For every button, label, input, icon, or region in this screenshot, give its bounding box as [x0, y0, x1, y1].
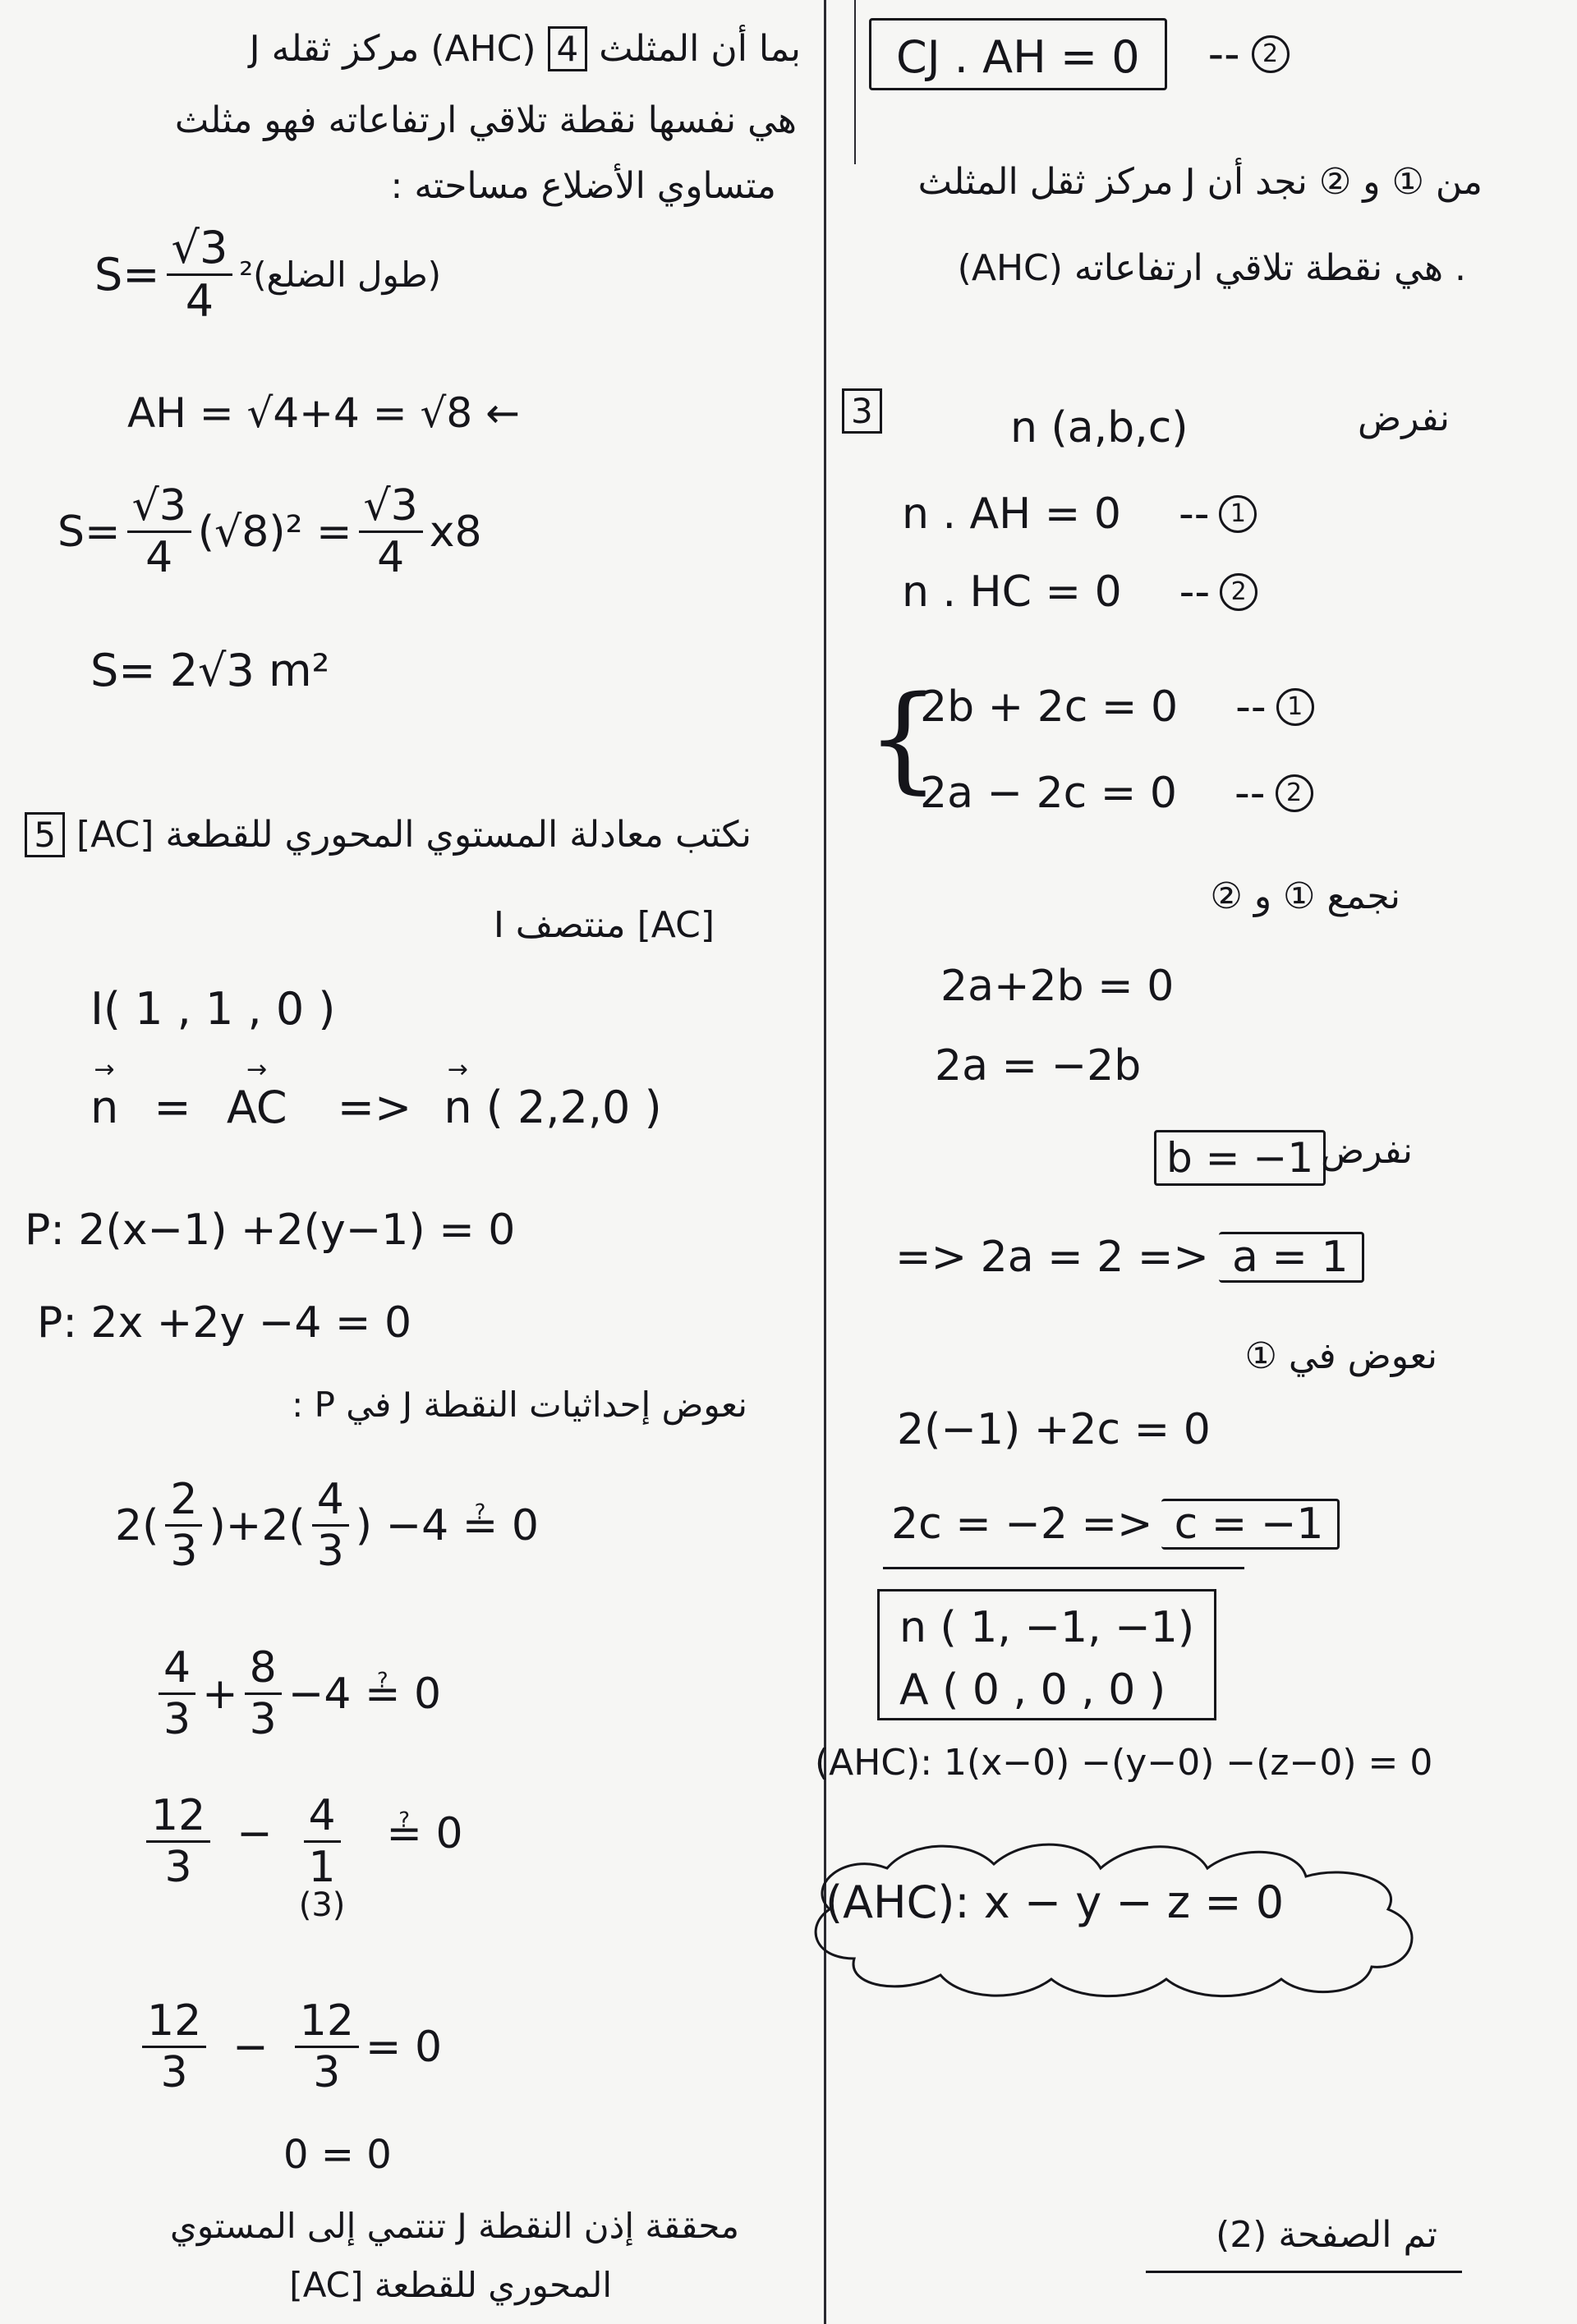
substitution-step-3: $\frac{12}{3}$ − 4 1 (3) ≟ 0 — [140, 1794, 463, 1922]
page-end-note: تم الصفحة (2) — [1216, 2214, 1437, 2256]
c-line-1: 2(−1) +2c = 0 — [897, 1405, 1211, 1454]
sum-line-2: 2a = −2b — [935, 1041, 1142, 1091]
final-plane-equation: (AHC): x − y − z = 0 — [825, 1876, 1285, 1928]
substitution-step-4: $\frac{12}{3}$ − $\frac{12}{3}$ = 0 — [136, 2000, 442, 2094]
q5-line-1: نكتب معادلة المستوي المحوري للقطعة [AC] 5 — [25, 817, 752, 853]
section-rule — [883, 1567, 1244, 1569]
centroid-line-1: من ① و ② نجد أن J مركز ثقل المثلث — [917, 161, 1483, 203]
add-equations: نجمع ① و ② — [1210, 875, 1400, 917]
substitution-step-2: $\frac{4}{3}$ + $\frac{8}{3}$ −4 ≟ 0 — [152, 1647, 441, 1741]
system-equation-1: 2b + 2c = 0 -- 1 — [920, 686, 1314, 728]
result-point-a: A ( 0 , 0 , 0 ) — [899, 1665, 1166, 1715]
q5-number: 5 — [25, 812, 65, 857]
system-equation-2: 2a − 2c = 0 -- 2 — [920, 772, 1313, 815]
q4-line-3: متساوي الأضلاع مساحته : — [390, 165, 776, 207]
area-result: S= 2√3 m² — [90, 645, 330, 696]
substitution-step-5: 0 = 0 — [283, 2132, 392, 2178]
conclusion-line-2: المحوري للقطعة [AC] — [289, 2265, 612, 2305]
q4-line-1: J مركز ثقله (AHC) بما أن المثلث 4 — [249, 28, 801, 70]
plane-equation-expanded: (AHC): 1(x−0) −(y−0) −(z−0) = 0 — [815, 1742, 1433, 1784]
q4-line-2: هي نفسها نقطة تلاقي ارتفاعاته فهو مثلث — [174, 99, 797, 141]
substitute-in-1: نعوض في ① — [1244, 1335, 1437, 1377]
q5-line-2: I منتصف [AC] — [493, 904, 715, 946]
midpoint-i: I( 1 , 1 , 0 ) — [90, 983, 336, 1035]
normal-vector-line: → n = → AC => → n ( 2,2,0 ) — [90, 1086, 662, 1130]
a-solution: => 2a = 2 => a = 1 — [895, 1232, 1364, 1283]
plane-p-line-2: P: 2x +2y −4 = 0 — [37, 1298, 412, 1348]
page-end-underline — [1146, 2271, 1462, 2273]
sum-line-1: 2a+2b = 0 — [940, 962, 1175, 1011]
assume-label: نفرض — [1358, 397, 1450, 439]
ah-length: AH = √4+4 = √8 ← — [127, 389, 521, 437]
assume-b: نفرض — [1321, 1130, 1413, 1172]
substitution-step-1: 2( $\frac{2}{3}$ )+2( $\frac{4}{3}$ ) −4 ≟ 0 — [115, 1475, 539, 1576]
plane-p-line-1: P: 2(x−1) +2(y−1) = 0 — [25, 1206, 516, 1255]
equation-2: n . HC = 0 -- 2 — [902, 571, 1257, 613]
orthogonality-relation: CJ . AH = 0 -- 2 — [869, 18, 1290, 90]
normal-vector-assume: n (a,b,c) — [1010, 403, 1188, 452]
conclusion-line-1: محققة إذن النقطة J تنتمي إلى المستوي — [170, 2206, 739, 2246]
area-calculation: S= $\frac{√3}{4}$ (√8)² = $\frac{√3}{4}$ x8 — [57, 481, 482, 582]
centroid-line-2: (AHC) هي نقطة تلاقي ارتفاعاته . — [957, 247, 1466, 289]
top-box-divider — [854, 0, 856, 164]
system-brace: { — [867, 672, 940, 806]
result-box — [877, 1589, 1216, 1720]
substitute-j: نعوض إحداثيات النقطة J في P : — [292, 1385, 747, 1425]
q4-number: 4 — [548, 26, 588, 71]
b-value: b = −1 — [1154, 1137, 1326, 1178]
c-line-2: 2c = −2 => c = −1 — [891, 1499, 1340, 1550]
equation-1: n . AH = 0 -- 1 — [902, 493, 1257, 535]
result-normal: n ( 1, −1, −1) — [899, 1603, 1195, 1652]
area-formula: S= $\frac{√3}{4}$ (طول الضلع)² — [94, 222, 442, 327]
q3-number: 3 — [842, 394, 882, 429]
